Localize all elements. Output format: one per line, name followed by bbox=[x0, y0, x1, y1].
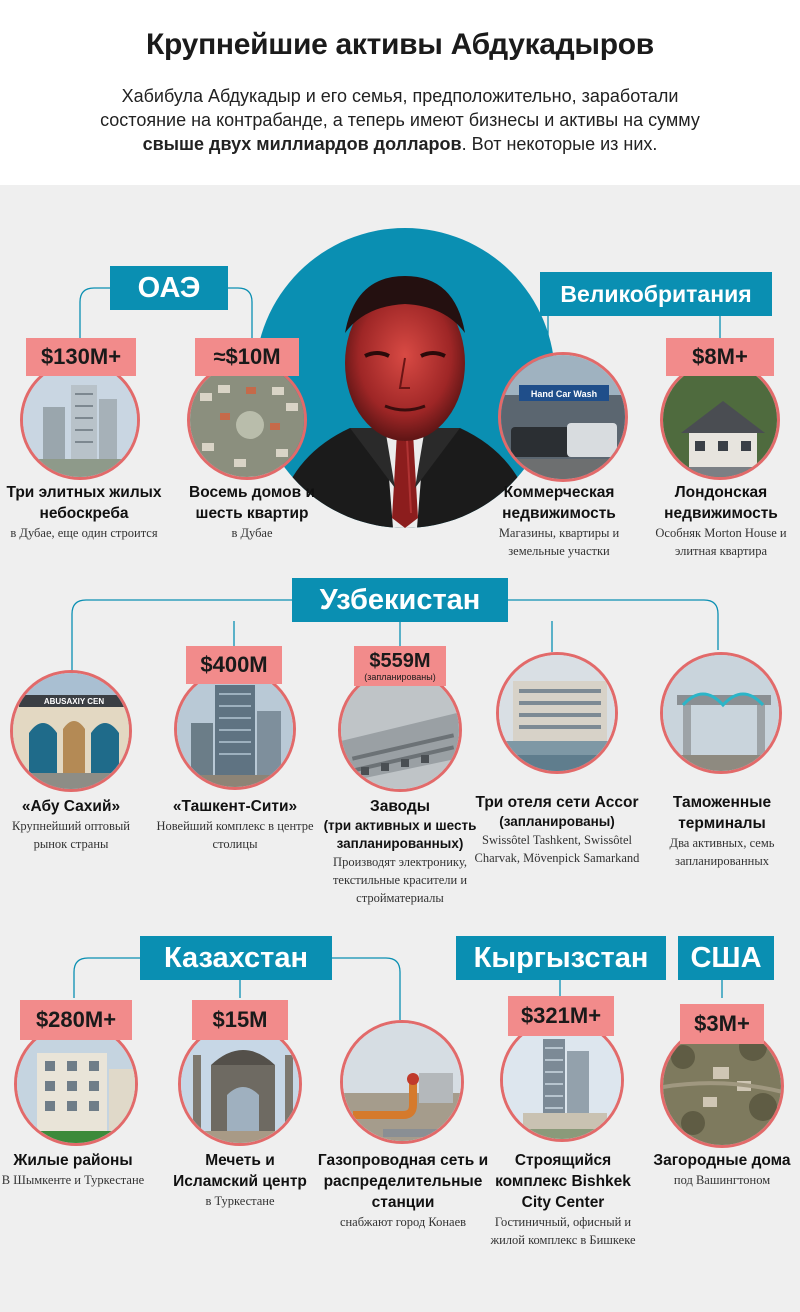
abusahiy-sign: ABUSAXIY CEN bbox=[43, 697, 105, 706]
asset-label-uae-2 bbox=[170, 482, 334, 542]
asset-label-uz-4 bbox=[474, 792, 640, 867]
asset-heading-kz-2: Мечеть и Исламский центр bbox=[173, 1152, 307, 1190]
price-badge-uz-2: $400M bbox=[186, 646, 282, 684]
asset-heading-uz-5: Таможенные терминалы bbox=[672, 794, 772, 832]
asset-label-uk-1 bbox=[486, 482, 632, 560]
asset-desc-kz-1: В Шымкенте и Туркестане bbox=[1, 1173, 145, 1187]
price-badge-uz-3 bbox=[354, 646, 446, 686]
asset-desc-us-1: под Вашингтоном bbox=[673, 1173, 771, 1187]
asset-label-uz-1 bbox=[0, 796, 142, 853]
asset-uk-commercial-photo bbox=[498, 352, 628, 482]
page-subtitle bbox=[90, 84, 710, 156]
country-uk: Великобритания bbox=[540, 272, 772, 316]
car-wash-sign: Hand Car Wash bbox=[530, 389, 598, 399]
asset-desc-uae-2: в Дубае bbox=[231, 526, 273, 540]
asset-desc-uz-5: Два активных, семь запланированных bbox=[669, 836, 775, 868]
asset-label-kz-2 bbox=[166, 1150, 314, 1210]
asset-heading-kz-3: Газопроводная сеть и распределительные станции bbox=[317, 1152, 489, 1211]
asset-label-kz-1 bbox=[0, 1150, 146, 1189]
subtitle-bold: свыше двух миллиардов долларов bbox=[142, 134, 462, 154]
asset-label-uz-3 bbox=[314, 796, 486, 907]
asset-uae-skyscrapers-photo bbox=[20, 360, 140, 480]
asset-label-uz-5 bbox=[644, 792, 800, 870]
asset-uk-london-photo bbox=[660, 360, 780, 480]
price-badge-us-1: $3M+ bbox=[680, 1004, 764, 1044]
asset-kg-bishkek-photo bbox=[500, 1018, 624, 1142]
asset-heading-uae-2: Восемь домов и шесть квартир bbox=[189, 484, 315, 522]
price-value-uz-3: $559M bbox=[369, 650, 431, 672]
asset-subheading-uz-4: (запланированы) bbox=[499, 814, 615, 829]
asset-heading-us-1: Загородные дома bbox=[653, 1152, 791, 1169]
price-badge-uae-1: $130M+ bbox=[26, 338, 136, 376]
asset-desc-uz-3: Производят электронику, текстильные красители и стройматериалы bbox=[332, 855, 468, 905]
country-usa: США bbox=[678, 936, 774, 980]
asset-desc-uk-1: Магазины, квартиры и земельные участки bbox=[498, 526, 620, 558]
asset-uz-abusahiy-photo bbox=[10, 670, 132, 792]
asset-heading-kg-1: Строящийся комплекс Bishkek City Center bbox=[495, 1152, 631, 1211]
page-title: Крупнейшие активы Абдукадыров bbox=[146, 28, 654, 61]
asset-heading-uz-1: «Абу Сахий» bbox=[21, 798, 121, 815]
asset-desc-kg-1: Гостиничный, офисный и жилой комплекс в Бишкеке bbox=[490, 1215, 636, 1247]
asset-label-uz-2 bbox=[150, 796, 320, 853]
asset-desc-kz-2: в Туркестане bbox=[205, 1194, 275, 1208]
asset-kz-gas-photo bbox=[340, 1020, 464, 1144]
country-kyrgyzstan: Кыргызстан bbox=[456, 936, 666, 980]
asset-kz-mosque-photo bbox=[178, 1022, 302, 1146]
subtitle-text-1: Хабибула Абдукадыр и его семья, предположительно, заработали состояние на контрабанде, а теперь имеют бизнесы и активы на сумму bbox=[100, 86, 700, 130]
asset-uz-hotels-photo bbox=[496, 652, 618, 774]
asset-heading-kz-1: Жилые районы bbox=[13, 1152, 133, 1169]
asset-heading-uk-2: Лондонская недвижимость bbox=[664, 484, 778, 522]
subtitle-text-2: . Вот некоторые из них. bbox=[461, 134, 658, 154]
price-badge-kz-1: $280M+ bbox=[20, 1000, 132, 1040]
country-uzbekistan: Узбекистан bbox=[292, 578, 508, 622]
asset-desc-uz-2: Новейший комплекс в центре столицы bbox=[156, 819, 314, 851]
asset-subheading-uz-3: (три активных и шесть запланированных) bbox=[323, 818, 477, 851]
price-badge-kz-2: $15M bbox=[192, 1000, 288, 1040]
price-note-uz-3: (запланированы) bbox=[364, 672, 436, 682]
asset-kz-residential-photo bbox=[14, 1022, 138, 1146]
asset-desc-uz-1: Крупнейший оптовый рынок страны bbox=[12, 819, 130, 851]
asset-heading-uae-1: Три элитных жилых небоскреба bbox=[6, 484, 162, 522]
asset-heading-uz-2: «Ташкент-Сити» bbox=[172, 798, 298, 815]
country-uae: ОАЭ bbox=[110, 266, 228, 310]
price-badge-uk-2: $8M+ bbox=[666, 338, 774, 376]
asset-heading-uz-3: Заводы bbox=[370, 798, 430, 815]
asset-desc-uae-1: в Дубае, еще один строится bbox=[10, 526, 158, 540]
price-badge-kg-1: $321M+ bbox=[508, 996, 614, 1036]
asset-uz-tashkent-city-photo bbox=[174, 668, 296, 790]
asset-uz-customs-photo bbox=[660, 652, 782, 774]
asset-label-kg-1 bbox=[488, 1150, 638, 1249]
asset-uae-houses-photo bbox=[187, 360, 307, 480]
asset-label-uk-2 bbox=[644, 482, 798, 560]
asset-uz-factories-photo bbox=[338, 668, 462, 792]
asset-heading-uk-1: Коммерческая недвижимость bbox=[502, 484, 616, 522]
price-badge-uae-2: ≈$10M bbox=[195, 338, 299, 376]
asset-desc-kz-3: снабжают город Конаев bbox=[339, 1215, 467, 1229]
asset-label-us-1 bbox=[650, 1150, 794, 1189]
country-kazakhstan: Казахстан bbox=[140, 936, 332, 980]
asset-desc-uk-2: Особняк Morton House и элитная квартира bbox=[655, 526, 787, 558]
asset-label-uae-1 bbox=[0, 482, 168, 542]
asset-desc-uz-4: Swissôtel Tashkent, Swissôtel Charvak, Mövenpick Samarkand bbox=[474, 833, 640, 865]
asset-label-kz-3 bbox=[314, 1150, 492, 1231]
asset-heading-uz-4: Три отеля сети Accor bbox=[475, 794, 639, 811]
